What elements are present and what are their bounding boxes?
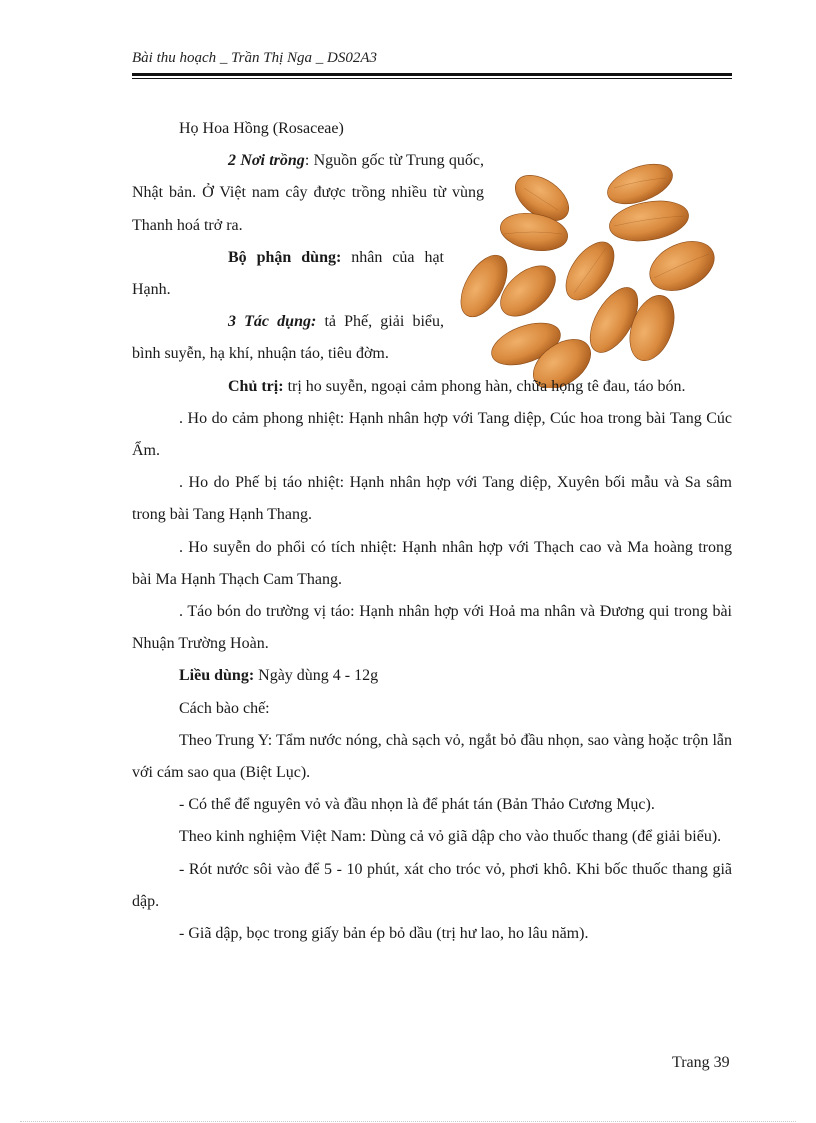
dosage-label: Liều dùng:	[179, 667, 255, 685]
part-used-text: nhân của hạt Hạnh.	[132, 248, 444, 299]
use-item: . Ho do cảm phong nhiệt: Hạnh nhân hợp với Tang diệp, Cúc hoa trong bài Tang Cúc Ẩm.	[132, 409, 732, 460]
page-header: Bài thu hoạch _ Trần Thị Nga _ DS02A3	[132, 50, 378, 66]
use-item: . Táo bón do trường vị táo: Hạnh nhân hợp với Hoả ma nhân và Đương qui trong bài Nhuận Trường Hoàn.	[132, 603, 732, 653]
header-rule-thick	[132, 73, 732, 76]
effects-paragraph	[132, 306, 444, 370]
document-body	[132, 113, 732, 950]
use-item: . Ho do Phế bị táo nhiệt: Hạnh nhân hợp với Tang diệp, Xuyên bối mẫu và Sa sâm trong bài Tang Hạnh Thang.	[132, 474, 732, 524]
indications-paragraph	[132, 371, 732, 403]
cultivation-paragraph	[132, 145, 484, 242]
effects-text: tả Phế, giải biểu, bình suyễn, hạ khí, nhuận táo, tiêu đờm.	[132, 313, 445, 363]
page-bottom-border	[20, 1121, 796, 1122]
prep-item: - Rót nước sôi vào để 5 - 10 phút, xát cho tróc vỏ, phơi khô. Khi bốc thuốc thang giã dập.	[132, 860, 732, 910]
use-item: . Ho suyễn do phổi có tích nhiệt: Hạnh nhân hợp với Thạch cao và Ma hoàng trong bài Ma Hạnh Thạch Cam Thang.	[132, 538, 732, 588]
prep-item: Theo kinh nghiệm Việt Nam: Dùng cả vỏ giã dập cho vào thuốc thang (để giải biểu).	[179, 828, 722, 846]
cultivation-text: : Nguồn gốc từ Trung quốc, Nhật bản. Ở Việt nam cây được trồng nhiều từ vùng Thanh hoá trở ra.	[132, 152, 485, 234]
dosage-text: Ngày dùng 4 - 12g	[254, 667, 379, 685]
part-used-label: Bộ phận dùng:	[228, 248, 342, 266]
prep-item: Theo Trung Y: Tẩm nước nóng, chà sạch vỏ, ngắt bỏ đầu nhọn, sao vàng hoặc trộn lẫn với cám sao qua (Biệt Lục).	[132, 731, 732, 782]
indications-text: trị ho suyễn, ngoại cảm phong hàn, chữa họng tê đau, táo bón.	[283, 377, 686, 395]
page-number: Trang 39	[672, 1054, 730, 1071]
indications-label: Chủ trị:	[228, 377, 284, 395]
prep-item: - Giã dập, bọc trong giấy bản ép bỏ dầu (trị hư lao, ho lâu năm).	[179, 925, 589, 943]
cultivation-label: 2 Nơi trồng	[228, 152, 305, 170]
effects-label: 3 Tác dụng:	[228, 313, 317, 331]
family-line: Họ Hoa Hồng (Rosaceae)	[179, 120, 344, 137]
header-rule-thin	[132, 78, 732, 79]
dosage-paragraph	[132, 660, 732, 692]
prep-item: - Có thể để nguyên vỏ và đầu nhọn là để phát tán (Bản Thảo Cương Mục).	[179, 796, 655, 814]
preparation-heading: Cách bào chế:	[179, 699, 270, 717]
part-used-paragraph	[132, 242, 444, 306]
